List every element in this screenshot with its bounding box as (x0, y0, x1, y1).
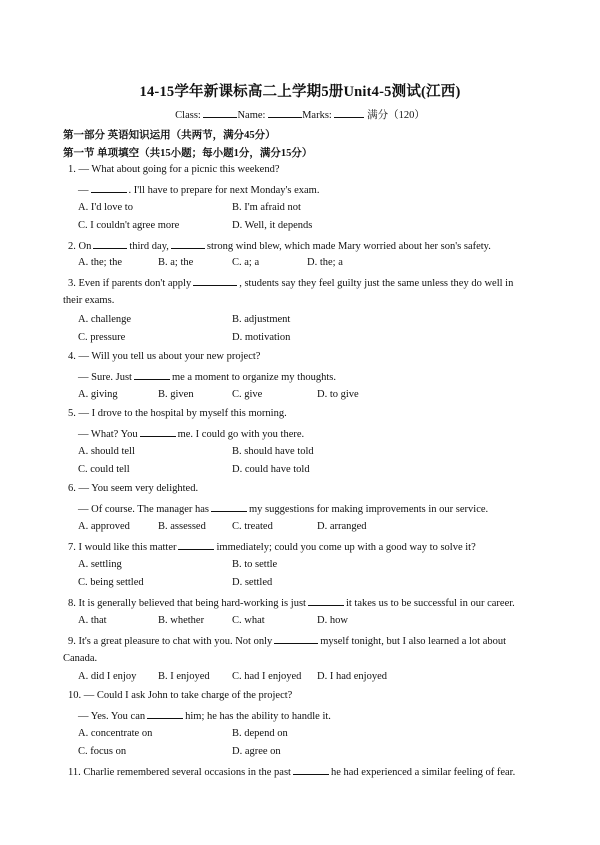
q8-option-a[interactable]: A. that (78, 615, 107, 626)
q3-stem: 3. Even if parents don't apply , students say they feel guilty just the same unless they do well in (68, 278, 514, 289)
q5-option-c[interactable]: C. could tell (78, 464, 130, 475)
q3-option-c[interactable]: C. pressure (78, 332, 126, 343)
q2-option-d[interactable]: D. the; a (307, 257, 343, 268)
q6-blank[interactable] (211, 502, 247, 512)
q1-option-c[interactable]: C. I couldn't agree more (78, 220, 180, 231)
q10-response: — Yes. You can him; he has the ability to handle it. (78, 711, 331, 722)
q10-blank[interactable] (147, 709, 183, 719)
q7-option-d[interactable]: D. settled (232, 577, 273, 588)
q4-blank[interactable] (134, 370, 170, 380)
exam-title: 14-15学年新课标高二上学期5册Unit4-5测试(江西) (139, 84, 461, 100)
q5-blank[interactable] (140, 427, 176, 437)
q2-blank-1[interactable] (93, 239, 127, 249)
q1-option-a[interactable]: A. I'd love to (78, 202, 133, 213)
q7-option-b[interactable]: B. to settle (232, 559, 278, 570)
q6-response: — Of course. The manager has my suggestions for making improvements in our service. (78, 504, 489, 515)
q8-option-b[interactable]: B. whether (158, 615, 205, 626)
q10-option-d[interactable]: D. agree on (232, 746, 281, 757)
q6-option-b[interactable]: B. assessed (158, 521, 206, 532)
q7-option-a[interactable]: A. settling (78, 559, 122, 570)
q9-stem-cont: Canada. (63, 653, 98, 664)
q8-option-c[interactable]: C. what (232, 615, 265, 626)
q4-response: — Sure. Just me a moment to organize my thoughts. (78, 372, 336, 383)
q9-stem: 9. It's a great pleasure to chat with you. Not only myself tonight, but I also learned a lot about (68, 636, 507, 647)
q1-option-b[interactable]: B. I'm afraid not (232, 202, 301, 213)
q4-stem: 4. — Will you tell us about your new project? (68, 351, 261, 362)
q10-option-c[interactable]: C. focus on (78, 746, 127, 757)
q1-response: — . I'll have to prepare for next Monday's exam. (78, 185, 320, 196)
q1-stem: 1. — What about going for a picnic this weekend? (68, 164, 280, 175)
q7-option-c[interactable]: C. being settled (78, 577, 144, 588)
marks-label: Marks: (302, 110, 332, 121)
q2-option-a[interactable]: A. the; the (78, 257, 123, 268)
q1-option-d[interactable]: D. Well, it depends (232, 220, 313, 231)
marks-blank[interactable] (334, 107, 364, 118)
q10-option-a[interactable]: A. concentrate on (78, 728, 153, 739)
q9-option-c[interactable]: C. had I enjoyed (232, 671, 302, 682)
q6-option-d[interactable]: D. arranged (317, 521, 367, 532)
q9-option-b[interactable]: B. I enjoyed (158, 671, 210, 682)
q6-option-a[interactable]: A. approved (78, 521, 130, 532)
section1-heading: 第一节 单项填空（共15小题；每小题1分，满分15分） (63, 148, 313, 159)
q5-option-b[interactable]: B. should have told (232, 446, 314, 457)
class-blank[interactable] (203, 107, 237, 118)
q1-blank[interactable] (91, 183, 127, 193)
q4-option-d[interactable]: D. to give (317, 389, 359, 400)
name-blank[interactable] (268, 107, 302, 118)
q3-option-a[interactable]: A. challenge (78, 314, 132, 325)
q7-stem: 7. I would like this matter immediately; could you come up with a good way to solve it? (68, 542, 476, 553)
full-score: 满分（120） (367, 110, 425, 121)
q3-option-b[interactable]: B. adjustment (232, 314, 291, 325)
q4-option-b[interactable]: B. given (158, 389, 194, 400)
q11-stem: 11. Charlie remembered several occasions in the past he had experienced a similar feeling of fear. (68, 767, 516, 778)
part1-heading: 第一部分 英语知识运用（共两节，满分45分） (63, 130, 276, 141)
q4-option-c[interactable]: C. give (232, 389, 263, 400)
q4-option-a[interactable]: A. giving (78, 389, 118, 400)
q8-stem: 8. It is generally believed that being hard-working is just it takes us to be successful in our career. (68, 598, 515, 609)
q9-option-d[interactable]: D. I had enjoyed (317, 671, 387, 682)
q3-option-d[interactable]: D. motivation (232, 332, 291, 343)
q5-option-a[interactable]: A. should tell (78, 446, 135, 457)
q7-blank[interactable] (178, 540, 214, 550)
q3-blank[interactable] (193, 276, 237, 286)
q10-stem: 10. — Could I ask John to take charge of the project? (68, 690, 293, 701)
q9-option-a[interactable]: A. did I enjoy (78, 671, 137, 682)
q9-blank[interactable] (274, 634, 318, 644)
student-info-line (0, 107, 600, 122)
q8-blank[interactable] (308, 596, 344, 606)
q2-option-c[interactable]: C. a; a (232, 257, 260, 268)
q2-stem: 2. On third day, strong wind blew, which made Mary worried about her son's safety. (68, 241, 491, 252)
q2-option-b[interactable]: B. a; the (158, 257, 194, 268)
q10-option-b[interactable]: B. depend on (232, 728, 288, 739)
class-label: Class: (175, 110, 201, 121)
q3-stem-cont: their exams. (63, 295, 115, 306)
q5-stem: 5. — I drove to the hospital by myself this morning. (68, 408, 287, 419)
q6-option-c[interactable]: C. treated (232, 521, 273, 532)
q2-blank-2[interactable] (171, 239, 205, 249)
q8-option-d[interactable]: D. how (317, 615, 348, 626)
q5-response: — What? You me. I could go with you there. (78, 429, 305, 440)
q11-blank[interactable] (293, 765, 329, 775)
q6-stem: 6. — You seem very delighted. (68, 483, 199, 494)
name-label: Name: (237, 110, 266, 121)
q5-option-d[interactable]: D. could have told (232, 464, 310, 475)
